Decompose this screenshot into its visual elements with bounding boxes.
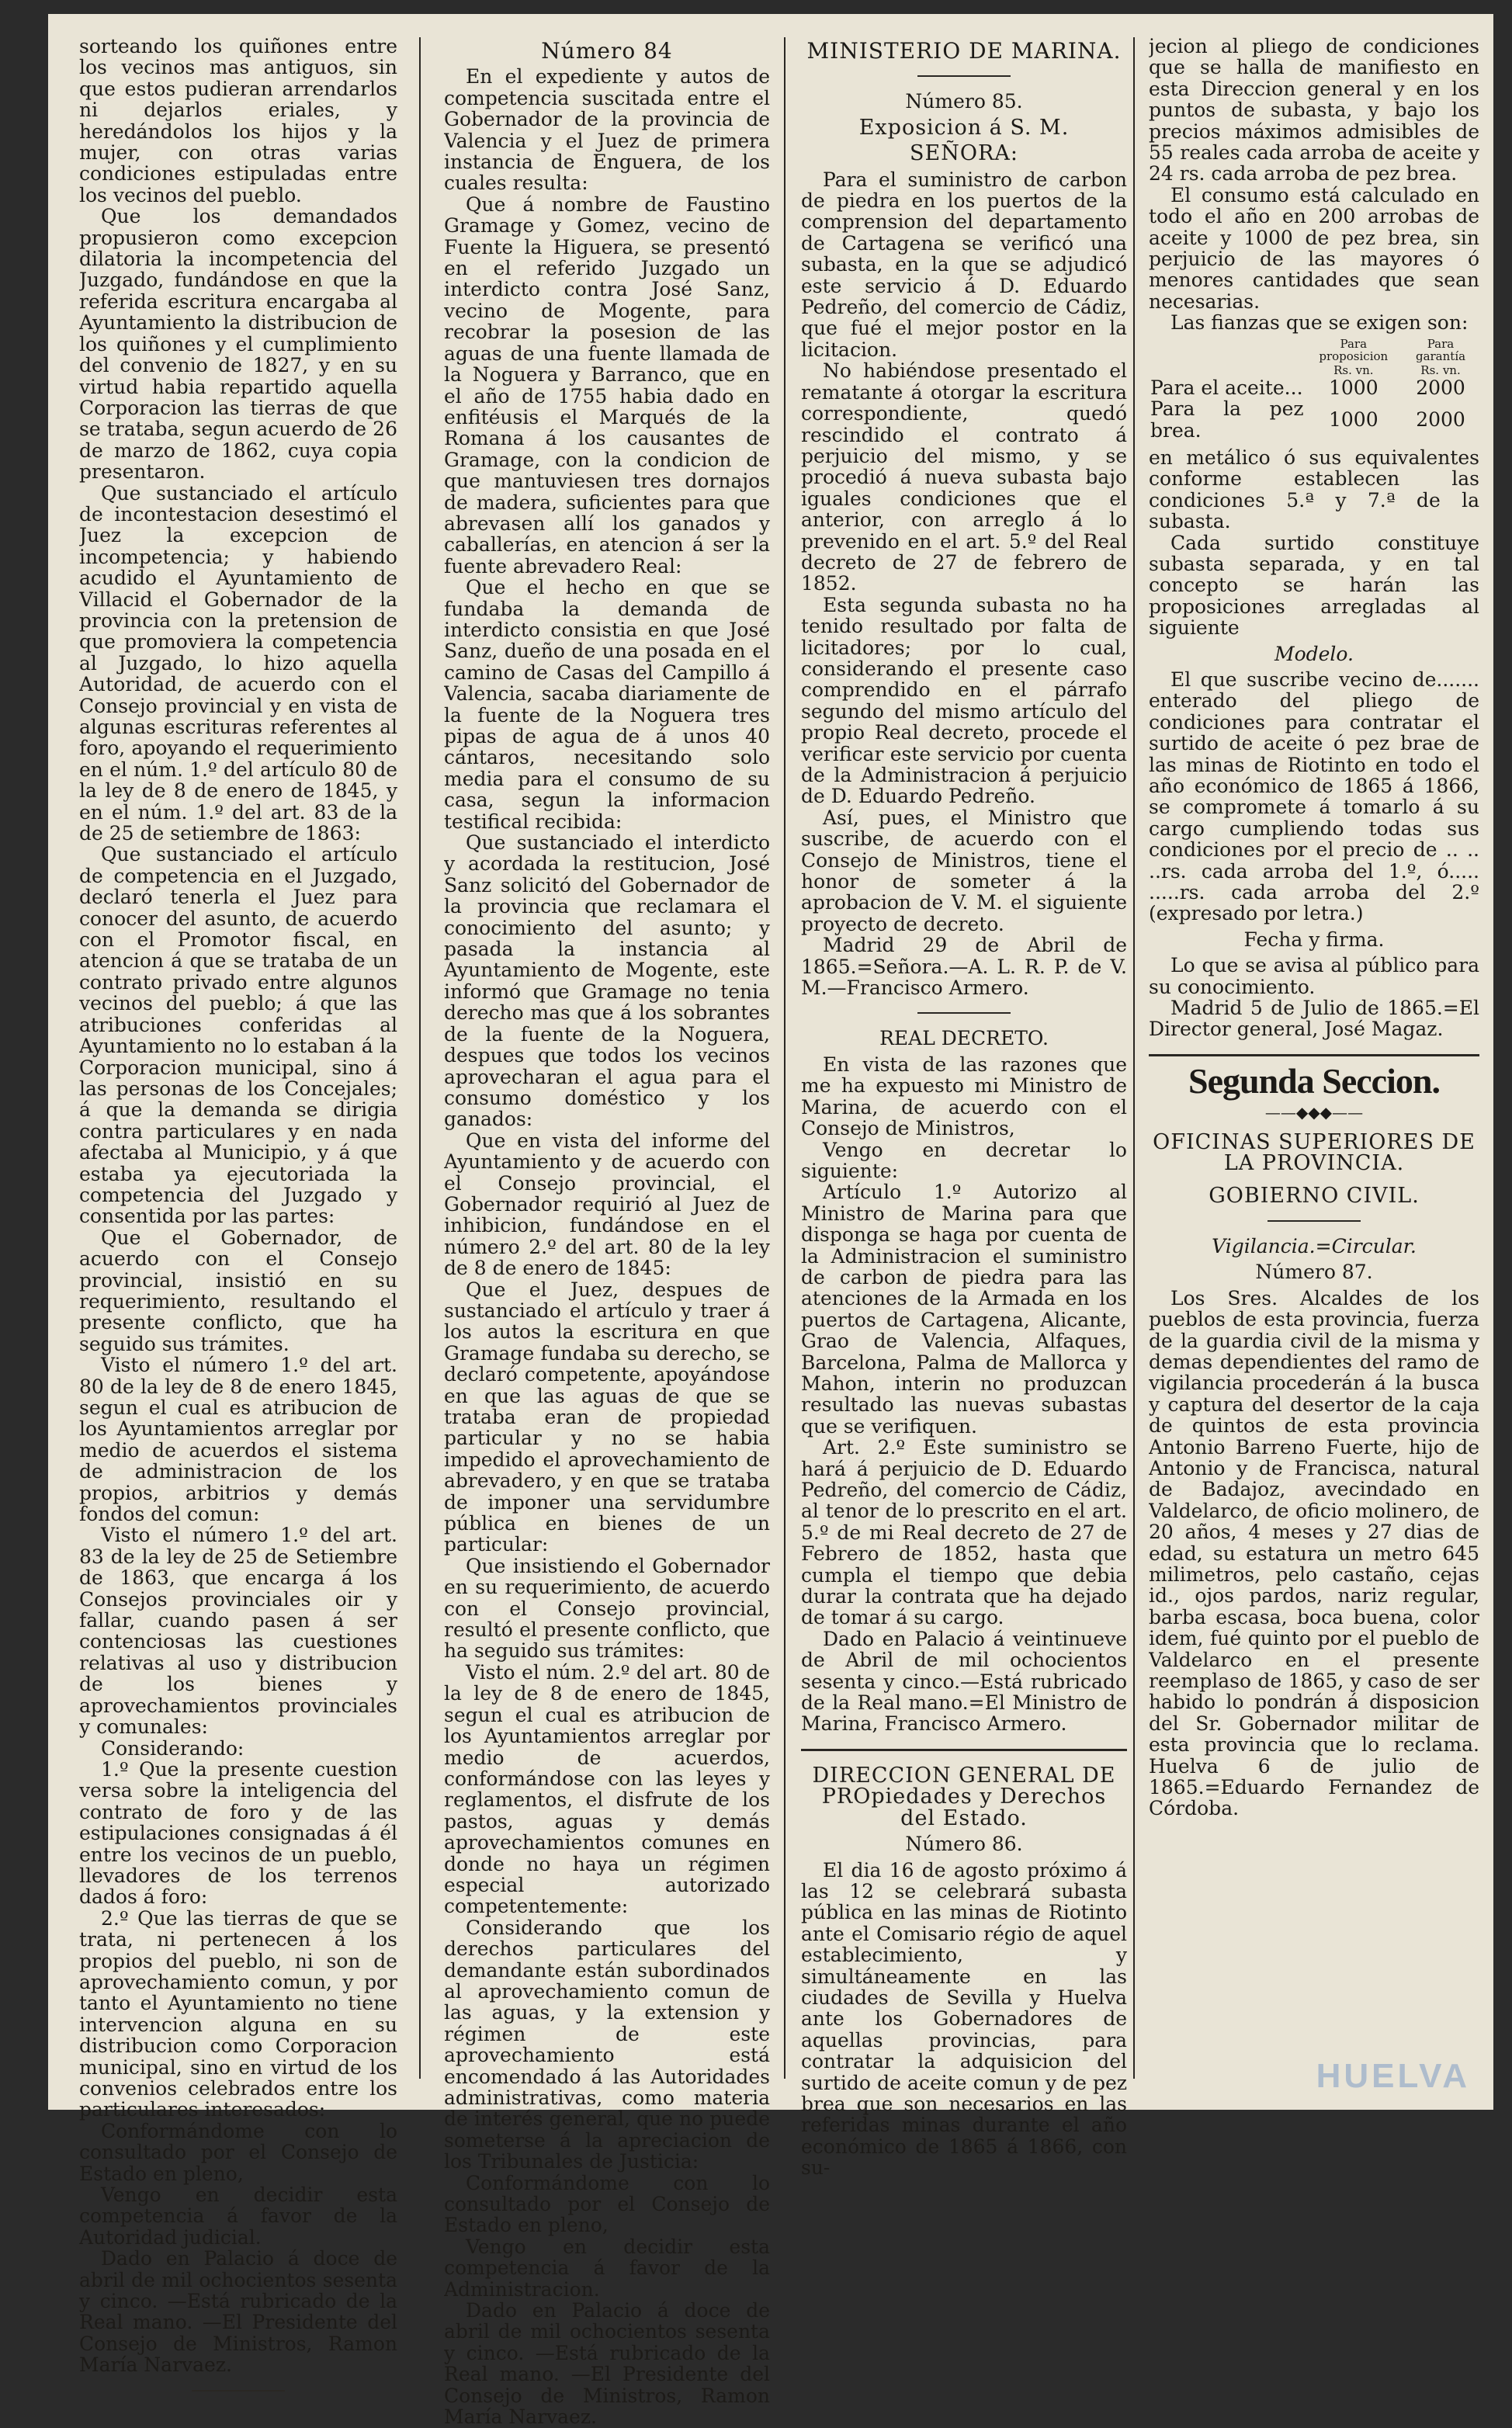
modelo-heading: Modelo. [1274,642,1354,665]
paragraph: En el expediente y autos de competencia suscitada entre el Gobernador de la provincia de Valencia y el Juez de primera instancia de Enguera, de los cuales resulta: [444,65,770,195]
paragraph: Artículo 1.º Autorizo al Ministro de Marina para que disponga se haga por cuenta de la Administracion el suministro de carbon de piedra para las atenciones de la Armada en los puertos de Cartagena, Alicante, Grao de Valencia, Alfaques, Barcelona, Palma de Mallorca y Mahon, interin no produzcan resultado las nuevas subastas que se verifiquen. [801,1181,1127,1438]
paragraph: Fecha y firma. [1243,928,1385,951]
paragraph: Que sustanciado el artículo de incontestacion desestimó el Juez la excepcion de incompetencia; y habiendo acudido el Ayuntamiento de Villacid el Gobernador de la provincia con la pretension de que promoviera la competencia al Juzgado, lo hizo aquella Autoridad, de acuerdo con el Consejo provincial y en vista de algunas escrituras referentes al foro, apoyando el requerimiento en el núm. 1.º del artículo 80 de la ley de 8 de enero de 1845, y en el núm. 1.º del art. 83 de la de 25 de setiembre de 1863: [79,481,397,845]
article-number: Número 87. [1255,1261,1373,1284]
separator-rule [917,1012,1011,1014]
decree-heading: REAL DECRETO. [879,1027,1049,1050]
paragraph: Que los demandados propusieron como excepcion dilatoria la incompetencia del Juzgado, fundándose en que la referida escritura encargaba al Ayuntamiento la distribucion de los quiñones y el cumplimiento del convenio de 1827, y en su virtud habia repartido aquella Corporacion las tierras de que se trataba, segun acuerdo de 26 de marzo de 1862, cuya copia presentaron. [79,205,397,484]
table-header: Para garantía [1415,336,1466,363]
paragraph: 1.º Que la presente cuestion versa sobre la inteligencia del contrato de foro y de las estipulaciones consignadas á él entre los vecinos de un pueblo, llevadores de los terrenos dados á foro: [79,1757,397,1909]
paragraph: Lo que se avisa al público para su conocimiento. [1149,954,1479,998]
paragraph: Así, pues, el Ministro que suscribe, de acuerdo con el Consejo de Ministros, tiene el honor de someter á la aprobacion de V. M. el siguiente proyecto de decreto. [801,806,1127,935]
paragraph: sorteando los quiñones entre los vecinos mas antiguos, sin que estos pudieran arrendarlos ni dejarlos eriales, y heredándolos los hijos y la mujer, con otras varias condiciones estipuladas entre los vecinos del pueblo. [79,36,397,206]
ornament-divider: ——◆◆◆—— [1264,1103,1364,1122]
separator-rule [192,2390,285,2392]
paragraph: Que á nombre de Faustino Gramage y Gomez, vecino de Fuente la Higuera, se presentó en el referido Juzgado un interdicto contra José Sanz, vecino de Mogente, para recobrar la posesion de las aguas de una fuente llamada de la Noguera y Barranco, que en el año de 1755 habia dado en enfitéusis el Marqués de la Romana á los causantes de Gramage, con la condicion de que mantuviesen tres dornajos de madera, suficientes para que abrevasen allí los ganados y caballerías, en atencion á ser la fuente abrevadero Real: [444,193,770,578]
paragraph: En vista de las razones que me ha expuesto mi Ministro de Marina, de acuerdo con el Consejo de Ministros, [801,1053,1127,1140]
offices-heading: OFICINAS SUPERIORES DE LA PROVINCIA. [1153,1129,1476,1176]
section-heading: MINISTERIO DE MARINA. [806,38,1122,64]
paragraph: Dado en Palacio á doce de abril de mil ochocientos sesenta y cinco. —Está rubricado de la Real mano. —El Presidente del Consejo de Ministros, Ramon María Narvaez. [444,2299,770,2428]
separator-rule [1149,1054,1479,1056]
circular-heading: Vigilancia.=Circular. [1212,1234,1417,1257]
paragraph: Los Sres. Alcaldes de los pueblos de esta provincia, fuerza de la guardia civil de la misma y demas dependientes del ramo de vigilancia procederán á la busca y captura del desertor de la caja de quintos de esta provincia Antonio Barreno Fuerte, hijo de Antonio y de Francisca, natural de Badajoz, avecindado en Valdelarco, de oficio molinero, de 20 años, 4 meses y 27 dias de edad, su estatura un metro 645 milimetros, pelo castaño, cejas id., ojos pardos, nariz regular, barba escasa, boca buena, color idem, fué quinto por el pueblo de Valdelarco en el presente reemplaso de 1865, y caso de ser habido lo pondrán á disposicion del Sr. Gobernador militar de esta provincia que lo reclama. Huelva 6 de julio de 1865.=Eduardo Fernandez de Córdoba. [1149,1286,1479,1819]
paragraph: Madrid 29 de Abril de 1865.=Señora.—A. L. R. P. de V. M.—Francisco Armero. [801,934,1127,1000]
exposicion-heading: Exposicion á S. M. [858,115,1070,140]
column-4 [1149,36,1479,1819]
salutation: SEÑORA: [910,141,1018,166]
section-title: Segunda Seccion. [1188,1060,1440,1101]
paragraph: Que el Juez, despues de sustanciado el artículo y traer á los autos la escritura en que Gramage fundaba su derecho, se declaró competente, apoyándose en que las aguas de que se trataba eran de propiedad particular y no se habia impedido el aprovechamiento de abrevadero, y en que se trataba de imponer una servidumbre pública en bienes de un particular: [444,1278,770,1556]
separator-rule [801,1749,1127,1751]
paragraph: Conformándome con lo consultado por el Consejo de Estado en pleno, [79,2119,397,2185]
paragraph: Considerando: [101,1736,244,1760]
column-2 [444,36,770,2428]
paragraph: Que insistiendo el Gobernador en su requerimiento, de acuerdo con el Consejo provincial, resultó el presente conflicto, que ha seguido sus trámites: [444,1554,770,1663]
table-cell: 1000 [1328,408,1378,431]
paragraph: Madrid 5 de Julio de 1865.=El Director general, José Magaz. [1149,997,1479,1041]
paragraph: 2.º Que las tierras de que se trata, ni pertenecen á los propios del pueblo, ni son de aprovechamiento comun, y por tanto el Ayuntamiento no tiene intervencion alguna en su distribucion como Corporacion municipal, sino en virtud de los convenios celebrados entre los particulares interesados: [79,1906,397,2121]
table-cell: Para la pez brea. [1150,397,1304,442]
paragraph: Que el hecho en que se fundaba la demanda de interdicto consistia en que José Sanz, dueño de una posada en el camino de Casas del Campillo á Valencia, sacaba diariamente de la fuente de la Noguera tres pipas de agua de á unos 40 cántaros, necesitando solo media para el consumo de su casa, segun la informacion testifical recibida: [444,576,770,833]
article-number: Número 85. [905,90,1023,113]
article-number: Número 84 [541,38,673,64]
paragraph: Que sustanciado el interdicto y acordada la restitucion, José Sanz solicitó del Gobernador de la provincia que reclamara el conocimiento del asunto; y pasada la instancia al Ayuntamiento de Mogente, este informó que Gramage no tenia derecho mas que á los sobrantes de la fuente de la Noguera, despues que todos los vecinos aprovecharan el agua para el consumo doméstico y los ganados: [444,831,770,1131]
newspaper-page [48,14,1493,2428]
paragraph: Para el suministro de carbon de piedra en los puertos de la comprension del departamento de Cartagena se verificó una subasta, en la que se adjudicó este servicio á D. Eduardo Pedreño, del comercio de Cádiz, que fué el mejor postor en la licitacion. [801,168,1127,361]
paragraph: Que sustanciado el artículo de competencia en el Juzgado, declaró tenerla el Juez para conocer del asunto, de acuerdo con el Promotor fiscal, en atencion á que se trataba de un contrato privado entre algunos vecinos del pueblo; á que las atribuciones conferidas al Ayuntamiento no lo estaban á la Corporacion municipal, sino á las personas de los Concejales; á que la demanda se dirigia contra particulares y en nada afectaba al Municipio, y á que estaba ya ejecutoriada la competencia del Juzgado y consentida por las partes: [79,843,397,1228]
article-number: Número 86. [905,1833,1023,1856]
paragraph: Cada surtido constituye subasta separada, y en tal concepto se harán las proposiciones arregladas al siguiente [1149,531,1479,640]
paragraph: Conformándome con lo consultado por el Consejo de Estado en pleno, [444,2171,770,2237]
column-rule [1133,37,1135,2079]
paragraph: El que suscribe vecino de....... enterado del pliego de condiciones para contratar el surtido de aceite ó pez brae de las minas de Riotinto en todo el año económico de 1865 á 1866, se compromete á tomarlo á su cargo cumpliendo todas sus condiciones por el precio de .. .. ..rs. cada arroba del 1.º, ó..... .....rs. cada arroba del 2.º (expresado por letra.) [1149,668,1479,925]
paragraph: Art. 2.º Este suministro se hará á perjuicio de D. Eduardo Pedreño, del comercio de Cádiz, al tenor de lo prescrito en el art. 5.º de mi Real decreto de 27 de Febrero de 1852, hasta que cumpla el tiempo que debia durar la contrata que ha dejado de tomar á su cargo. [801,1436,1127,1629]
paragraph: Esta segunda subasta no ha tenido resultado por falta de licitadores; por lo cual, considerando el presente caso comprendido en el párrafo segundo del mismo artículo del propio Real decreto, procede el verificar este servicio por cuenta de la Administracion á perjuicio de D. Eduardo Pedreño. [801,593,1127,808]
paragraph: El dia 16 de agosto próximo á las 12 se celebrará subasta pública en las minas de Riotinto ante el Comisario régio de aquel establecimiento, y simultáneamente en las ciudades de Sevilla y Huelva ante los Gobernadores de aquellas provincias, para contratar la adquisicion del surtido de aceite comun y de pez brea que son necesarios en las referidas minas durante el año económico de 1865 á 1866, con su- [801,1858,1127,2179]
paragraph: Considerando que los derechos particulares del demandante están subordinados al aprovechamiento comun de las aguas, y la extension y régimen de este aprovechamiento está encomendado á las Autoridades administrativas, como materia de interés general, que no puede someterse á la apreciacion de los Tribunales de Justicia: [444,1916,770,2173]
column-3 [801,36,1127,2179]
direction-heading: DIRECCION GENERAL DE PROpiedades y Derechos del Estado. [812,1763,1116,1830]
separator-rule [917,75,1011,77]
table-cell: Para el aceite... [1150,376,1303,399]
paragraph: Vengo en decidir esta competencia á favor de la Administracion. [444,2235,770,2301]
paragraph: Dado en Palacio á veintinueve de Abril de mil ochocientos sesenta y cinco.—Está rubricado de la Real mano.=El Ministro de Marina, Francisco Armero. [801,1627,1127,1736]
table-row [1149,377,1479,398]
paragraph: El consumo está calculado en todo el año en 200 arrobas de aceite y 1000 de pez brea, sin perjuicio de las mayores ó menores cantidades que sean necesarias. [1149,183,1479,313]
column-rule [784,37,785,2079]
paragraph: Que el Gobernador, de acuerdo con el Consejo provincial, insistió en su requerimiento, resultando el presente conflicto, que ha seguido sus trámites. [79,1226,397,1355]
paragraph: jecion al pliego de condiciones que se halla de manifiesto en esta Direccion general y en los puntos de subasta, y bajo los precios máximos admisibles de 55 reales cada arroba de aceite y 24 rs. cada arroba de pez brea. [1149,36,1479,186]
government-heading: GOBIERNO CIVIL. [1209,1183,1420,1208]
paragraph: Dado en Palacio á doce de abril de mil ochocientos sesenta y cinco. —Está rubricado de la Real mano. —El Presidente del Consejo de Ministros, Ramon María Narvaez. [79,2247,397,2377]
paragraph: Visto el número 1.º del art. 80 de la ley de 8 de enero 1845, segun el cual es atribucion de los Ayuntamientos arreglar por medio de acuerdos el sistema de administracion de los propios, arbitrios y demás fondos del comun: [79,1354,397,1526]
paragraph: Que en vista del informe del Ayuntamiento y de acuerdo con el Consejo provincial, el Gobernador requirió al Juez de inhibicion, fundándose en el número 2.º del art. 80 de la ley de 8 de enero de 1845: [444,1129,770,1280]
paragraph: Las fianzas que se exigen son: [1170,311,1469,335]
table-cell: 2000 [1416,376,1465,399]
separator-rule [1268,1220,1361,1222]
paragraph: en metálico ó sus equivalentes conforme establecen las condiciones 5.ª y 7.ª de la subasta. [1149,446,1479,533]
paragraph: Vengo en decretar lo siguiente: [801,1138,1127,1182]
table-unit: Rs. vn. [1420,362,1461,377]
fianzas-table [1149,337,1479,441]
paragraph: Visto el número 1.º del art. 83 de la ley de 25 de Setiembre de 1863, que encarga á los Consejos provinciales oir y fallar, cuando pasen á ser contenciosas las cuestiones relativas al uso y distribucion de los bienes y aprovechamientos provinciales y comunales: [79,1524,397,1739]
paragraph: No habiéndose presentado el rematante á otorgar la escritura correspondiente, quedó rescindido el contrato á perjuicio del mismo, y se procedió á nueva subasta bajo iguales condiciones que el anterior, con arreglo á lo prevenido en el art. 5.º del Real decreto de 27 de febrero de 1852. [801,359,1127,595]
table-unit: Rs. vn. [1333,362,1374,377]
table-cell: 2000 [1416,408,1465,431]
table-cell: 1000 [1328,376,1378,399]
table-header: Para proposicion [1319,336,1389,363]
paragraph: Visto el núm. 2.º del art. 80 de la ley de 8 de enero de 1845, segun el cual es atribucion de los Ayuntamientos arreglar por medio de acuerdos, conformándose con las leyes y reglamentos, el disfrute de los pastos, aguas y demás aprovechamientos comunes en donde no haya un régimen especial autorizado competentemente: [444,1660,770,1918]
column-1 [79,36,397,2405]
column-rule [419,37,421,2079]
table-row [1149,398,1479,441]
archive-watermark: HUELVA [1316,2057,1470,2095]
paragraph: Vengo en decidir esta competencia á favor de la Autoridad judicial. [79,2183,397,2249]
